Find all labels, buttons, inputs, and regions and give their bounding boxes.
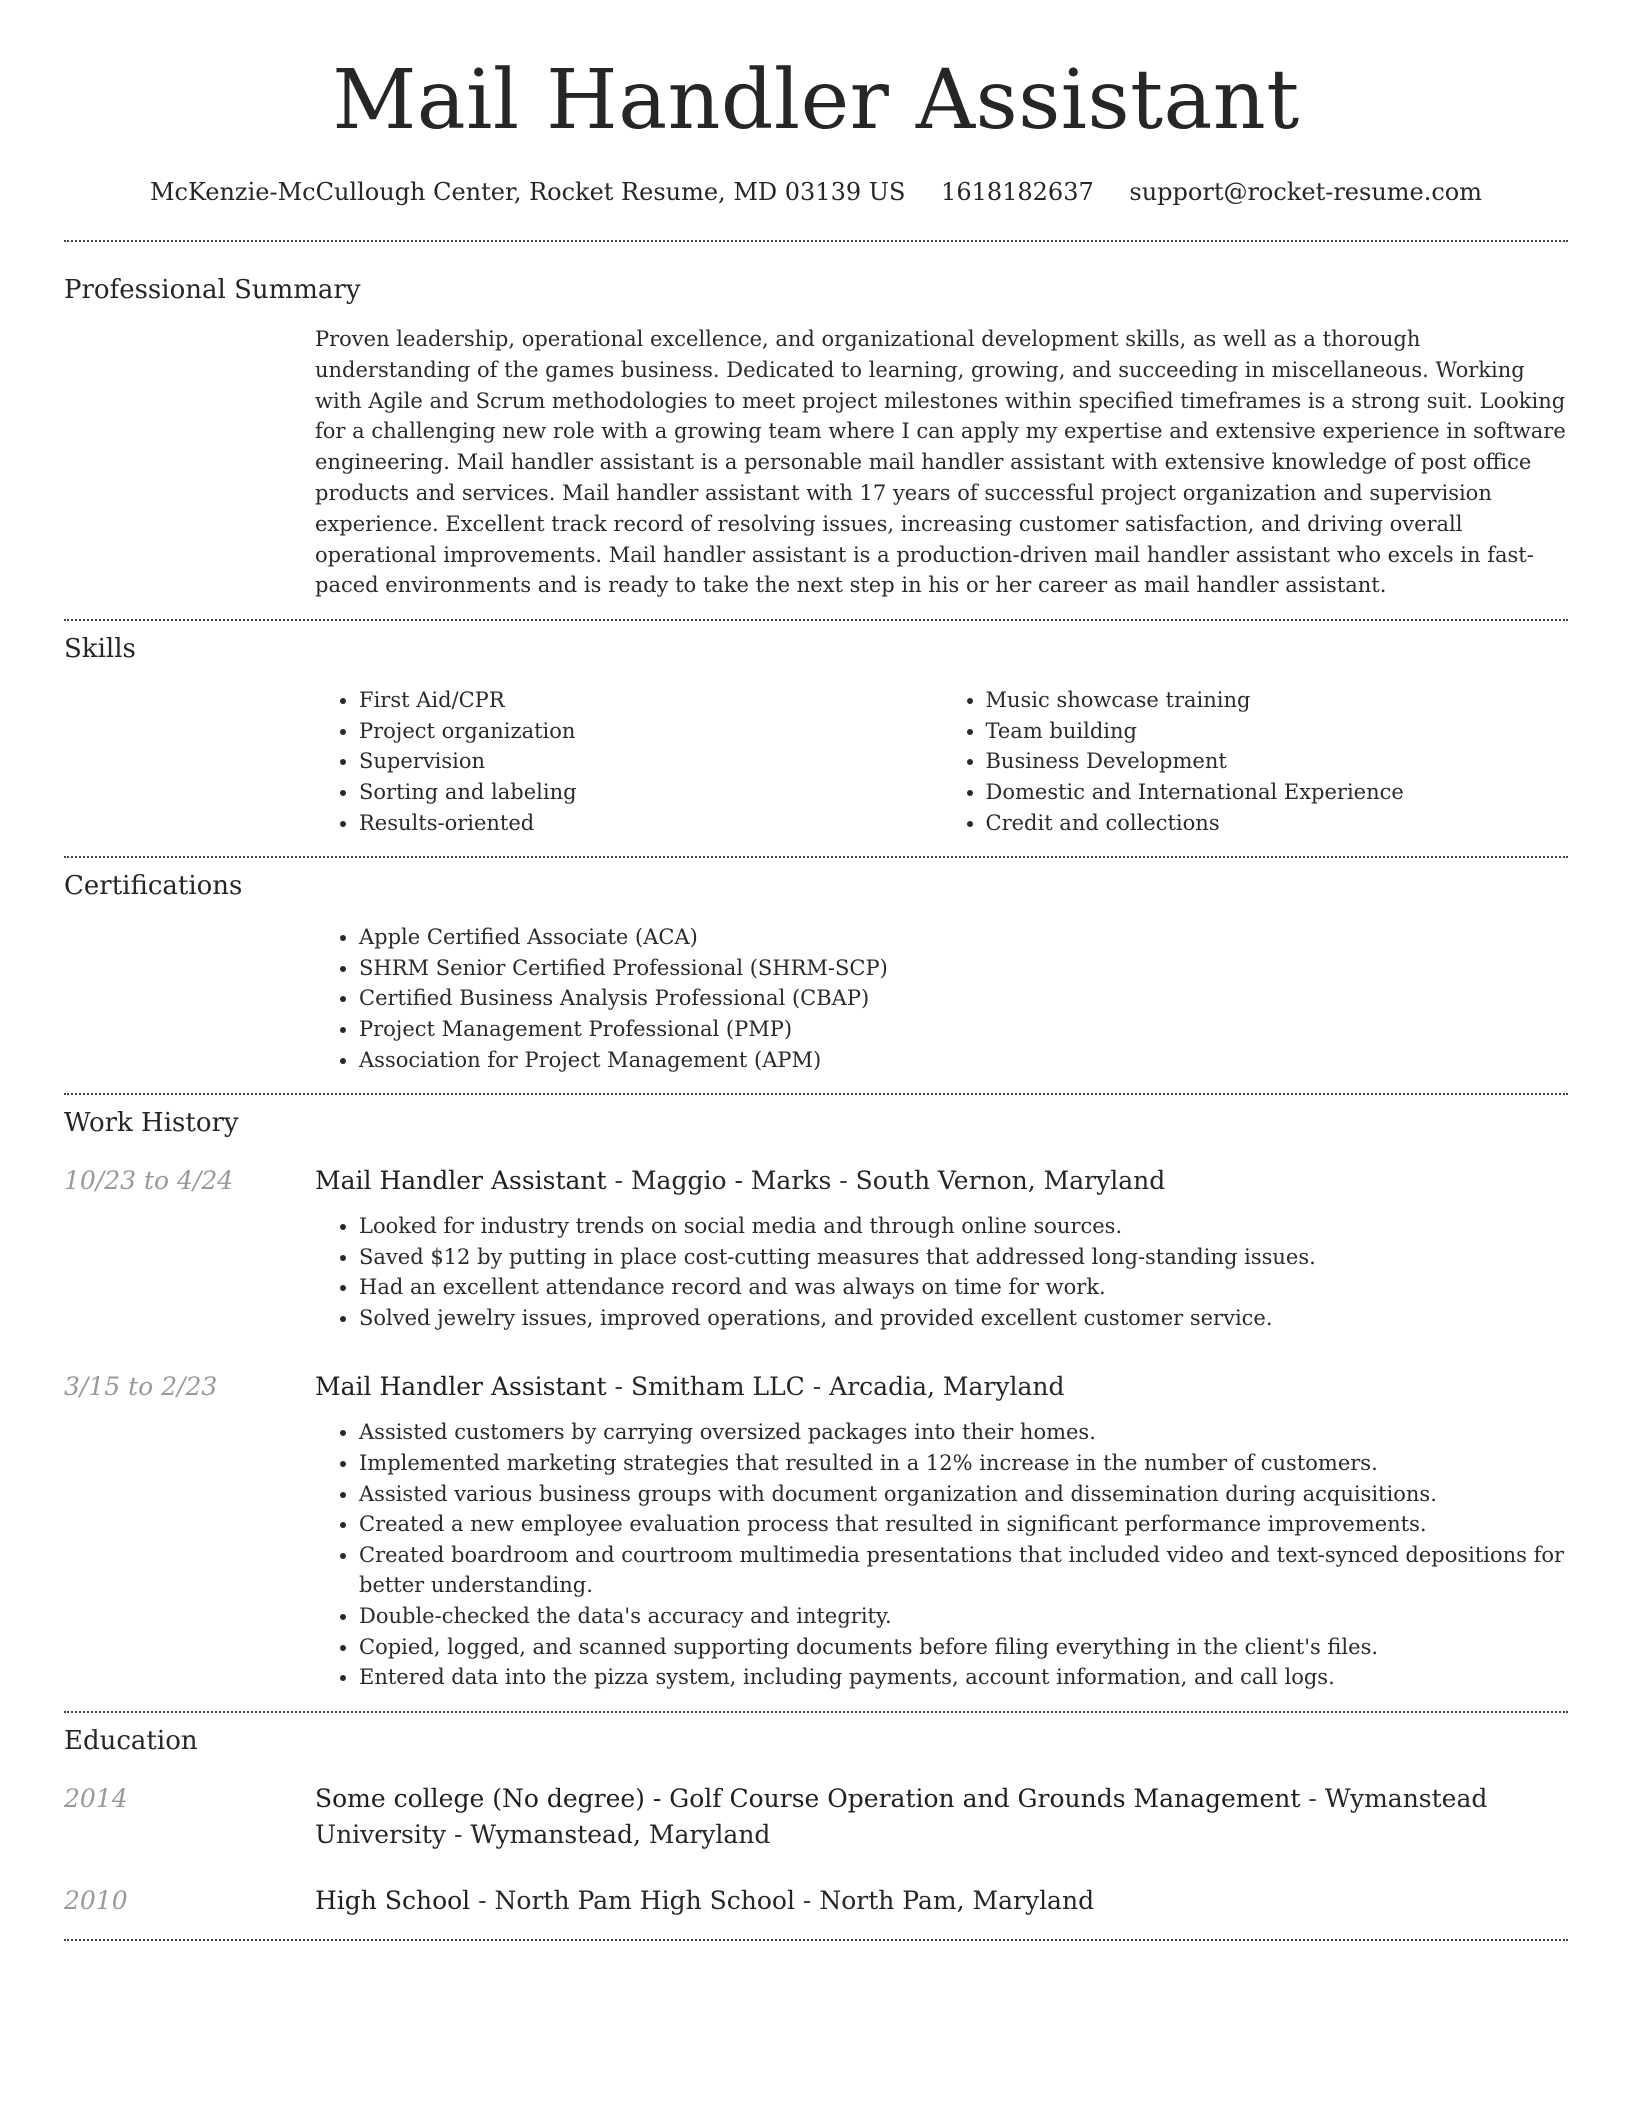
work-bullet: • Assisted various business groups with document organization and dissemination during acquisitions. bbox=[359, 1479, 1568, 1510]
skill-item: • Credit and collections bbox=[986, 808, 1569, 839]
work-bullet: • Looked for industry trends on social media and through online sources. bbox=[359, 1211, 1568, 1242]
work-entry bbox=[64, 1369, 1568, 1692]
work-location: Arcadia, Maryland bbox=[829, 1372, 1065, 1402]
work-bullet: • Copied, logged, and scanned supporting documents before filing everything in the client's files. bbox=[359, 1632, 1568, 1663]
certifications-list bbox=[315, 922, 1568, 1075]
education-date: 2010 bbox=[64, 1885, 128, 1915]
work-role: Mail Handler Assistant bbox=[315, 1372, 607, 1402]
work-company: Maggio - Marks bbox=[630, 1166, 832, 1196]
education-location: Wymanstead, Maryland bbox=[470, 1819, 771, 1849]
work-bullet: • Double-checked the data's accuracy and integrity. bbox=[359, 1601, 1568, 1632]
education-location: North Pam, Maryland bbox=[819, 1885, 1095, 1915]
work-company: Smitham LLC bbox=[630, 1372, 805, 1402]
work-bullet: • Implemented marketing strategies that resulted in a 12% increase in the number of customers. bbox=[359, 1448, 1568, 1479]
certification-item: • SHRM Senior Certified Professional (SHRM-SCP) bbox=[359, 953, 1568, 984]
education-title: High School - North Pam High School - North Pam, Maryland bbox=[315, 1885, 1095, 1915]
work-entry bbox=[64, 1163, 1568, 1333]
work-history-section bbox=[64, 1095, 1568, 1693]
contact-email: support@rocket-resume.com bbox=[1129, 178, 1483, 206]
section-divider bbox=[64, 1939, 1568, 1941]
skill-item: • Sorting and labeling bbox=[359, 777, 942, 808]
education-section bbox=[64, 1713, 1568, 1919]
skill-item: • Results-oriented bbox=[359, 808, 942, 839]
resume-name: Mail Handler Assistant bbox=[332, 53, 1300, 148]
skill-item: • Business Development bbox=[986, 746, 1569, 777]
work-bullet: • Had an excellent attendance record and was always on time for work. bbox=[359, 1272, 1568, 1303]
work-bullet: • Created boardroom and courtroom multimedia presentations that included video and text-synced depositions for better understanding. bbox=[359, 1540, 1568, 1601]
skill-item: • Team building bbox=[986, 716, 1569, 747]
certification-item: • Certified Business Analysis Professional (CBAP) bbox=[359, 983, 1568, 1014]
skills-list-left bbox=[315, 685, 942, 838]
contact-address: McKenzie-McCullough Center, Rocket Resume, MD 03139 US bbox=[149, 178, 906, 206]
education-entry bbox=[64, 1883, 1568, 1919]
education-degree: Some college (No degree) - Golf Course Operation and Grounds Management bbox=[315, 1783, 1301, 1813]
certification-item: • Project Management Professional (PMP) bbox=[359, 1014, 1568, 1045]
certifications-heading: Certifications bbox=[64, 871, 243, 902]
contact-line bbox=[64, 174, 1568, 210]
work-location: South Vernon, Maryland bbox=[855, 1166, 1166, 1196]
summary-section bbox=[64, 242, 1568, 601]
skill-item: • Domestic and International Experience bbox=[986, 777, 1569, 808]
education-school: Wymanstead University bbox=[315, 1783, 1488, 1849]
education-degree: High School bbox=[315, 1885, 471, 1915]
work-bullet: • Created a new employee evaluation process that resulted in significant performance improvements. bbox=[359, 1509, 1568, 1540]
certification-item: • Association for Project Management (APM) bbox=[359, 1045, 1568, 1076]
skill-item: • First Aid/CPR bbox=[359, 685, 942, 716]
education-entry bbox=[64, 1781, 1568, 1853]
contact-phone: 1618182637 bbox=[941, 178, 1094, 206]
work-bullet: • Saved $12 by putting in place cost-cutting measures that addressed long-standing issues. bbox=[359, 1242, 1568, 1273]
certifications-section bbox=[64, 858, 1568, 1075]
work-entry-title: Mail Handler Assistant - Smitham LLC - Arcadia, Maryland bbox=[315, 1372, 1065, 1402]
work-role: Mail Handler Assistant bbox=[315, 1166, 607, 1196]
work-history-heading: Work History bbox=[64, 1108, 239, 1139]
skill-item: • Music showcase training bbox=[986, 685, 1569, 716]
skill-item: • Project organization bbox=[359, 716, 942, 747]
skills-heading: Skills bbox=[64, 634, 136, 665]
certification-item: • Apple Certified Associate (ACA) bbox=[359, 922, 1568, 953]
work-bullets bbox=[315, 1417, 1568, 1692]
work-bullet: • Entered data into the pizza system, including payments, account information, and call logs. bbox=[359, 1662, 1568, 1693]
skill-item: • Supervision bbox=[359, 746, 942, 777]
summary-text: Proven leadership, operational excellence, and organizational development skills, as well as a thorough understanding of the games business. Dedicated to learning, growing, and succeeding in miscellaneous. Working with Agile and Scrum methodologies to meet project milestones within specified timeframes is a strong suit. Looking for a challenging new role with a growing team where I can apply my expertise and extensive experience in software engineering. Mail handler assistant is a personable mail handler assistant with extensive knowledge of post office products and services. Mail handler assistant with 17 years of successful project organization and supervision experience. Excellent track record of resolving issues, increasing customer satisfaction, and driving overall operational improvements. Mail handler assistant is a production-driven mail handler assistant who excels in fast-paced environments and is ready to take the next step in his or her career as mail handler assistant. bbox=[315, 327, 1566, 598]
skills-list-right bbox=[942, 685, 1569, 838]
work-bullets bbox=[315, 1211, 1568, 1333]
work-entry-title: Mail Handler Assistant - Maggio - Marks - South Vernon, Maryland bbox=[315, 1166, 1166, 1196]
work-entry-date: 10/23 to 4/24 bbox=[64, 1166, 234, 1196]
education-title: Some college (No degree) - Golf Course Operation and Grounds Management - Wymanstead University - Wymanstead, Maryland bbox=[315, 1783, 1488, 1849]
education-date: 2014 bbox=[64, 1783, 128, 1813]
education-heading: Education bbox=[64, 1725, 198, 1756]
summary-heading: Professional Summary bbox=[64, 275, 361, 305]
work-bullet: • Assisted customers by carrying oversized packages into their homes. bbox=[359, 1417, 1568, 1448]
work-entry-date: 3/15 to 2/23 bbox=[64, 1372, 218, 1402]
education-school: North Pam High School bbox=[494, 1885, 795, 1915]
work-bullet: • Solved jewelry issues, improved operations, and provided excellent customer service. bbox=[359, 1303, 1568, 1334]
skills-section bbox=[64, 621, 1568, 838]
